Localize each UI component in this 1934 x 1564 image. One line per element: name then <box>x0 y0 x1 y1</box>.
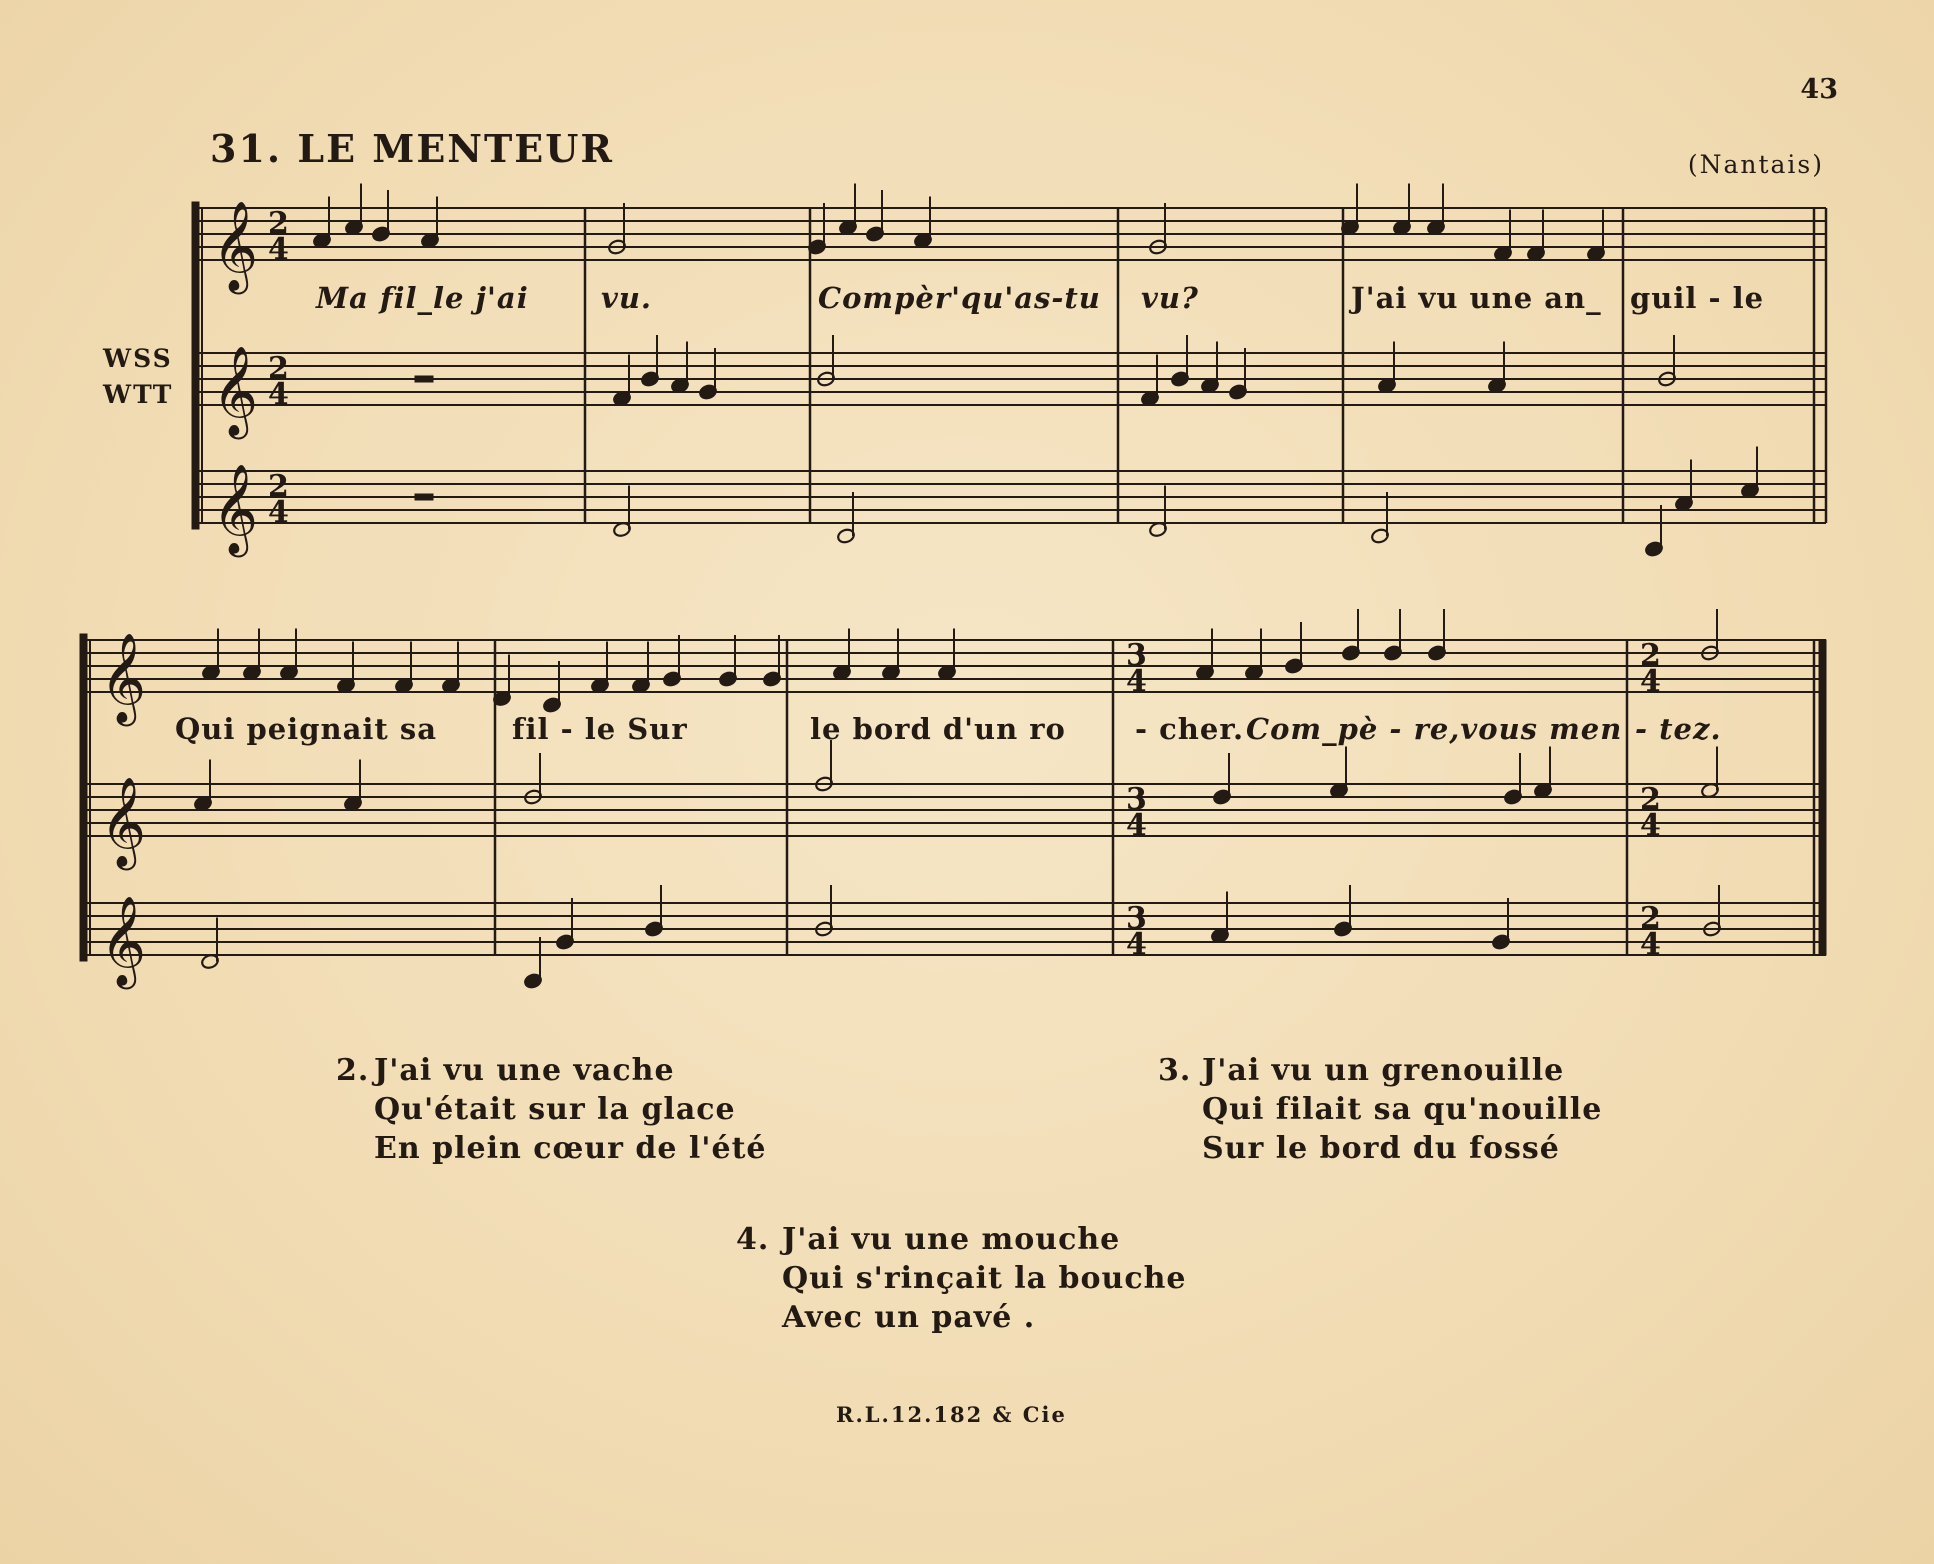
lyric-s1-m6: guil - le <box>1630 281 1765 315</box>
time-signature-denominator: 4 <box>1640 927 1661 962</box>
verse-line: Qu'était sur la glace <box>374 1092 736 1127</box>
time-signature-numerator: 2 <box>268 351 289 386</box>
time-signature-numerator: 3 <box>1126 638 1147 673</box>
song-title: 31. LE MENTEUR <box>210 126 614 171</box>
time-signature-numerator: 3 <box>1126 782 1147 817</box>
system-bracket <box>80 634 87 961</box>
verse-line: Qui s'rinçait la bouche <box>782 1261 1187 1296</box>
verse-number: 2. <box>336 1053 370 1088</box>
song-origin: (Nantais) <box>1687 150 1824 179</box>
lyric-s1-m2: vu. <box>601 281 653 315</box>
time-signature-denominator: 4 <box>1126 664 1147 699</box>
time-signature-numerator: 2 <box>1640 782 1661 817</box>
verse-line: Qui filait sa qu'nouille <box>1202 1092 1603 1127</box>
time-signature-denominator: 4 <box>1126 808 1147 843</box>
treble-clef-icon: 𝄞 <box>100 633 147 723</box>
time-signature-denominator: 4 <box>268 495 289 530</box>
verse-3 <box>1158 1051 1602 1168</box>
lyric-s1-m3: Compèr'qu'as-tu <box>818 281 1101 315</box>
time-signature-numerator: 2 <box>268 206 289 241</box>
verse-line: J'ai vu un grenouille <box>1202 1053 1565 1088</box>
verse-line: J'ai vu une mouche <box>782 1222 1121 1257</box>
lyric-s2-m4b: Com_pè - re,vous men <box>1246 712 1623 746</box>
half-rest-icon <box>415 376 433 382</box>
verse-number: 3. <box>1158 1053 1192 1088</box>
page-number: 43 <box>1800 74 1838 105</box>
treble-clef-icon: 𝄞 <box>212 201 259 291</box>
time-signature-numerator: 2 <box>268 469 289 504</box>
verse-line: En plein cœur de l'été <box>374 1131 767 1166</box>
time-signature-numerator: 3 <box>1126 901 1147 936</box>
lyric-s2-m4a: - cher. <box>1135 712 1245 746</box>
verse-line: Sur le bord du fossé <box>1202 1131 1560 1166</box>
time-signature-numerator: 2 <box>1640 638 1661 673</box>
voice-label-wtt: WTT <box>103 380 174 409</box>
lyric-s1-m5: J'ai vu une an_ <box>1351 281 1602 315</box>
time-signature-denominator: 4 <box>1640 664 1661 699</box>
publisher-footer: R.L.12.182 & Cie <box>836 1402 1067 1427</box>
time-signature-numerator: 2 <box>1640 901 1661 936</box>
verse-line: Avec un pavé . <box>782 1300 1036 1335</box>
time-signature-denominator: 4 <box>268 232 289 267</box>
song-name: LE MENTEUR <box>297 126 614 171</box>
time-signature-denominator: 4 <box>1640 808 1661 843</box>
lyric-s2-m1: Qui peignait sa <box>175 712 437 746</box>
song-number: 31 <box>210 126 267 171</box>
lyric-s1-m4: vu? <box>1141 281 1199 315</box>
time-signature-denominator: 4 <box>268 377 289 412</box>
verse-number: 4. <box>736 1222 770 1257</box>
time-signature-denominator: 4 <box>1126 927 1147 962</box>
system-bracket <box>192 202 199 529</box>
treble-clef-icon: 𝄞 <box>100 777 147 867</box>
final-barline <box>1819 640 1826 955</box>
treble-clef-icon: 𝄞 <box>100 896 147 986</box>
lyric-s1-m1: Ma fil_le j'ai <box>316 281 529 315</box>
treble-clef-icon: 𝄞 <box>212 464 259 554</box>
verse-line: J'ai vu une vache <box>374 1053 675 1088</box>
lyric-s2-m5: - tez. <box>1635 712 1722 746</box>
lyric-s2-m3: le bord d'un ro <box>810 712 1066 746</box>
verse-2 <box>336 1051 767 1168</box>
lyric-s2-m2: fil - le Sur <box>512 712 688 746</box>
half-rest-icon <box>415 494 433 500</box>
treble-clef-icon: 𝄞 <box>212 346 259 436</box>
verse-4 <box>736 1220 1187 1337</box>
voice-label-wss: WSS <box>103 344 173 373</box>
